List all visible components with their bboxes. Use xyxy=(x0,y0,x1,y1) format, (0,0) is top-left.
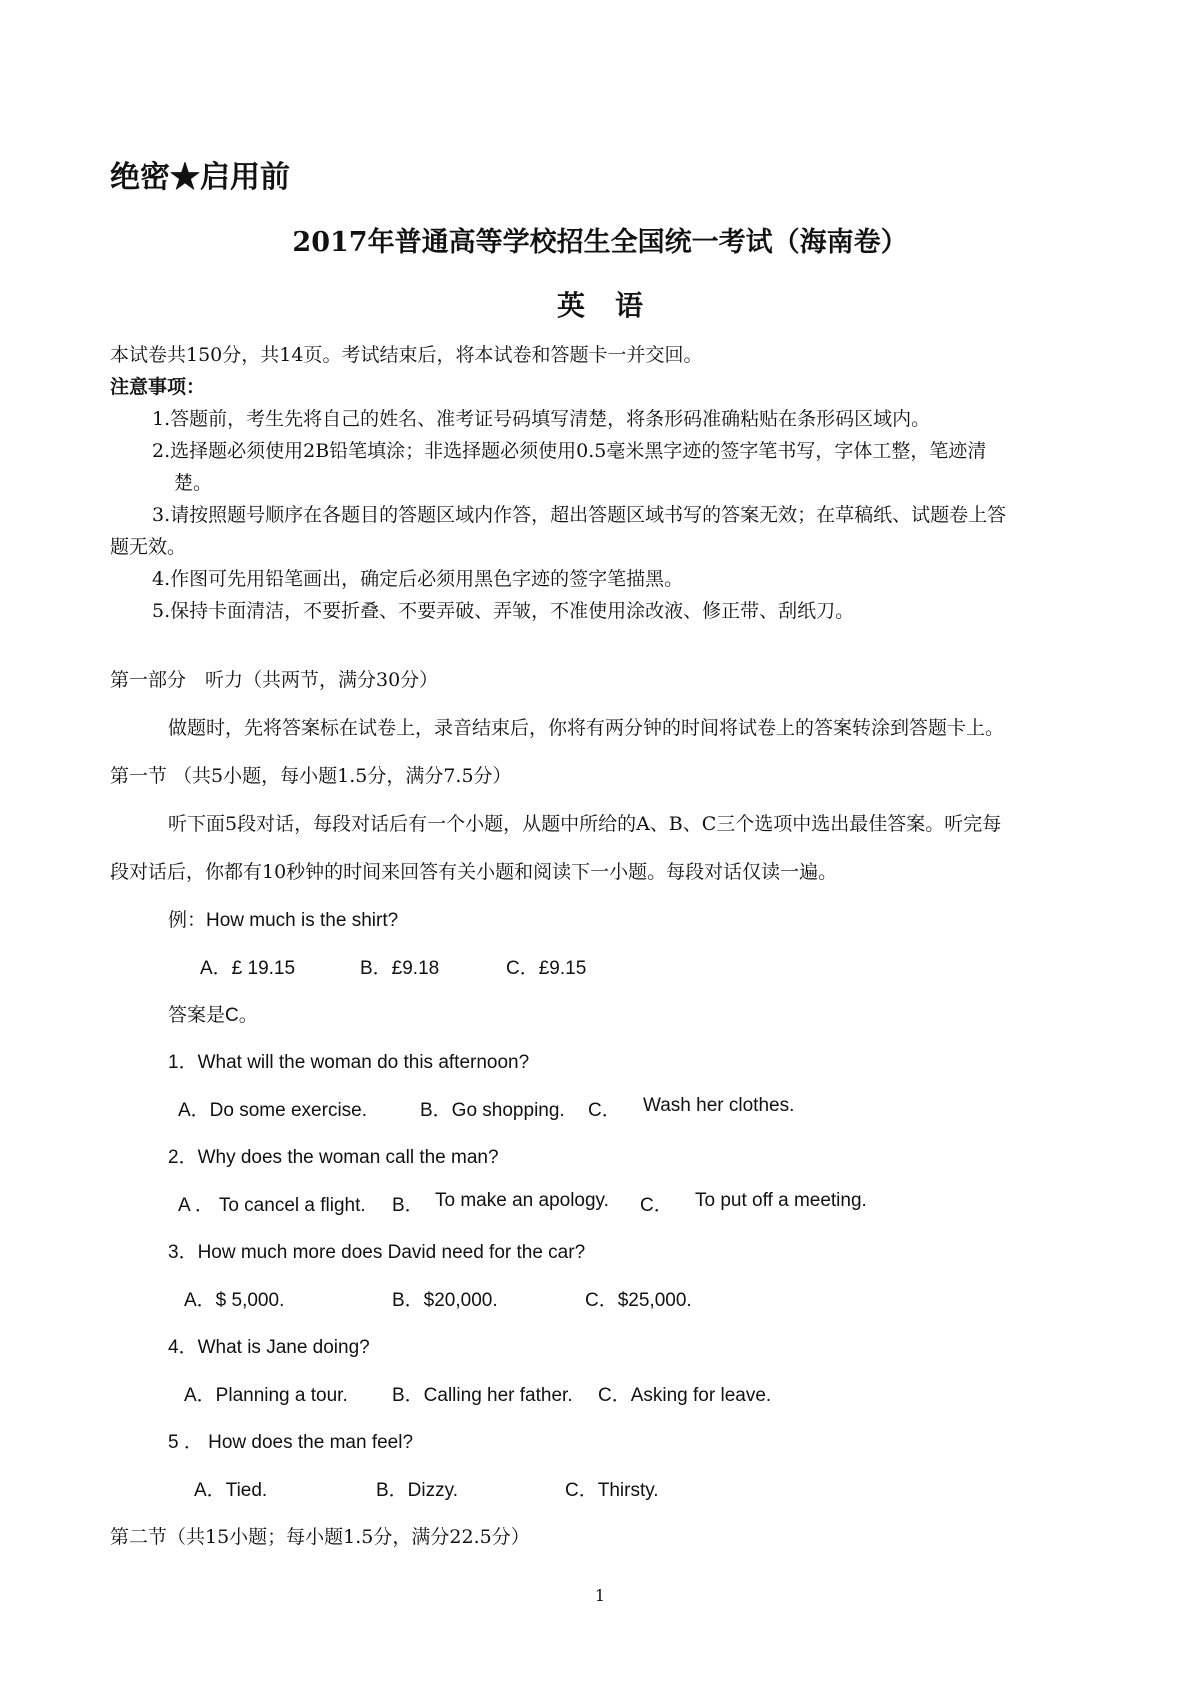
exam-title: 2017年普通高等学校招生全国统一考试（海南卷） xyxy=(292,227,908,258)
option-b: B．$20,000. xyxy=(392,1290,498,1311)
intro-text: 本试卷共150分，共14页。考试结束后，将本试卷和答题卡一并交回。 xyxy=(110,344,703,366)
option-c: C．Thirsty. xyxy=(565,1480,659,1501)
option-c-label: C． xyxy=(588,1100,621,1121)
option-b: B．Calling her father. xyxy=(392,1385,573,1406)
option-c-label: C． xyxy=(640,1195,673,1216)
question-text: 1．What will the woman do this afternoon? xyxy=(168,1052,530,1073)
question-text: 2．Why does the woman call the man? xyxy=(168,1147,499,1168)
option-c-text: To put off a meeting. xyxy=(695,1190,867,1211)
option-c-text: Wash her clothes. xyxy=(643,1095,795,1116)
example-answer: 答案是C。 xyxy=(168,1005,258,1026)
note-item: 3.请按照题号顺序在各题目的答题区域内作答，超出答题区域书写的答案无效；在草稿纸、试题卷上答 xyxy=(152,504,1007,526)
note-item-continuation: 楚。 xyxy=(174,472,213,494)
option-a: A．$ 5,000. xyxy=(184,1290,285,1311)
confidential-label: 绝密★启用前 xyxy=(110,160,290,195)
page-number: 1 xyxy=(594,1586,606,1605)
example-option-b: B．£9.18 xyxy=(360,958,440,979)
option-c: C．$25,000. xyxy=(585,1290,692,1311)
option-a: A．Do some exercise. xyxy=(178,1100,368,1121)
example-question-text: 例：How much is the shirt? xyxy=(168,910,399,931)
note-item-continuation: 题无效。 xyxy=(110,536,187,558)
note-item: 4.作图可先用铅笔画出，确定后必须用黑色字迹的签字笔描黑。 xyxy=(152,568,684,590)
note-item: 2.选择题必须使用2B铅笔填涂；非选择题必须使用0.5毫米黑字迹的签字笔书写，字体工整，笔迹清 xyxy=(152,440,987,462)
section2-heading: 第二节（共15小题；每小题1.5分，满分22.5分） xyxy=(110,1526,530,1548)
part1-instruction: 做题时，先将答案标在试卷上，录音结束后，你将有两分钟的时间将试卷上的答案转涂到答题卡上。 xyxy=(168,717,1005,739)
option-a: A．Tied. xyxy=(194,1480,268,1501)
notes-heading: 注意事项： xyxy=(110,377,206,398)
option-b: B．Go shopping. xyxy=(420,1100,565,1121)
example-option-a: A．£ 19.15 xyxy=(200,958,296,979)
option-b: B．Dizzy. xyxy=(376,1480,458,1501)
section1-heading: 第一节 （共5小题，每小题1.5分，满分7.5分） xyxy=(110,765,512,787)
option-a: A．Planning a tour. xyxy=(184,1385,348,1406)
subject-title: 英语 xyxy=(556,289,673,322)
option-c: C．Asking for leave. xyxy=(598,1385,772,1406)
note-item: 5.保持卡面清洁，不要折叠、不要弄破、弄皱，不准使用涂改液、修正带、刮纸刀。 xyxy=(152,600,855,622)
option-b-label: B． xyxy=(392,1195,424,1216)
part1-heading: 第一部分 听力（共两节，满分30分） xyxy=(110,669,439,691)
option-a: A ． To cancel a flight. xyxy=(178,1195,366,1216)
option-b-text: To make an apology. xyxy=(435,1190,609,1211)
note-item: 1.答题前，考生先将自己的姓名、准考证号码填写清楚，将条形码准确粘贴在条形码区域内。 xyxy=(152,408,931,430)
question-text: 5 ． How does the man feel? xyxy=(168,1432,414,1453)
question-text: 3．How much more does David need for the car? xyxy=(168,1242,586,1263)
section1-instruction: 听下面5段对话，每段对话后有一个小题，从题中所给的A、B、C三个选项中选出最佳答案。听完每 xyxy=(168,813,1002,835)
question-text: 4．What is Jane doing? xyxy=(168,1337,370,1358)
example-option-c: C．£9.15 xyxy=(506,958,587,979)
section1-instruction-continuation: 段对话后，你都有10秒钟的时间来回答有关小题和阅读下一小题。每段对话仅读一遍。 xyxy=(110,861,838,883)
